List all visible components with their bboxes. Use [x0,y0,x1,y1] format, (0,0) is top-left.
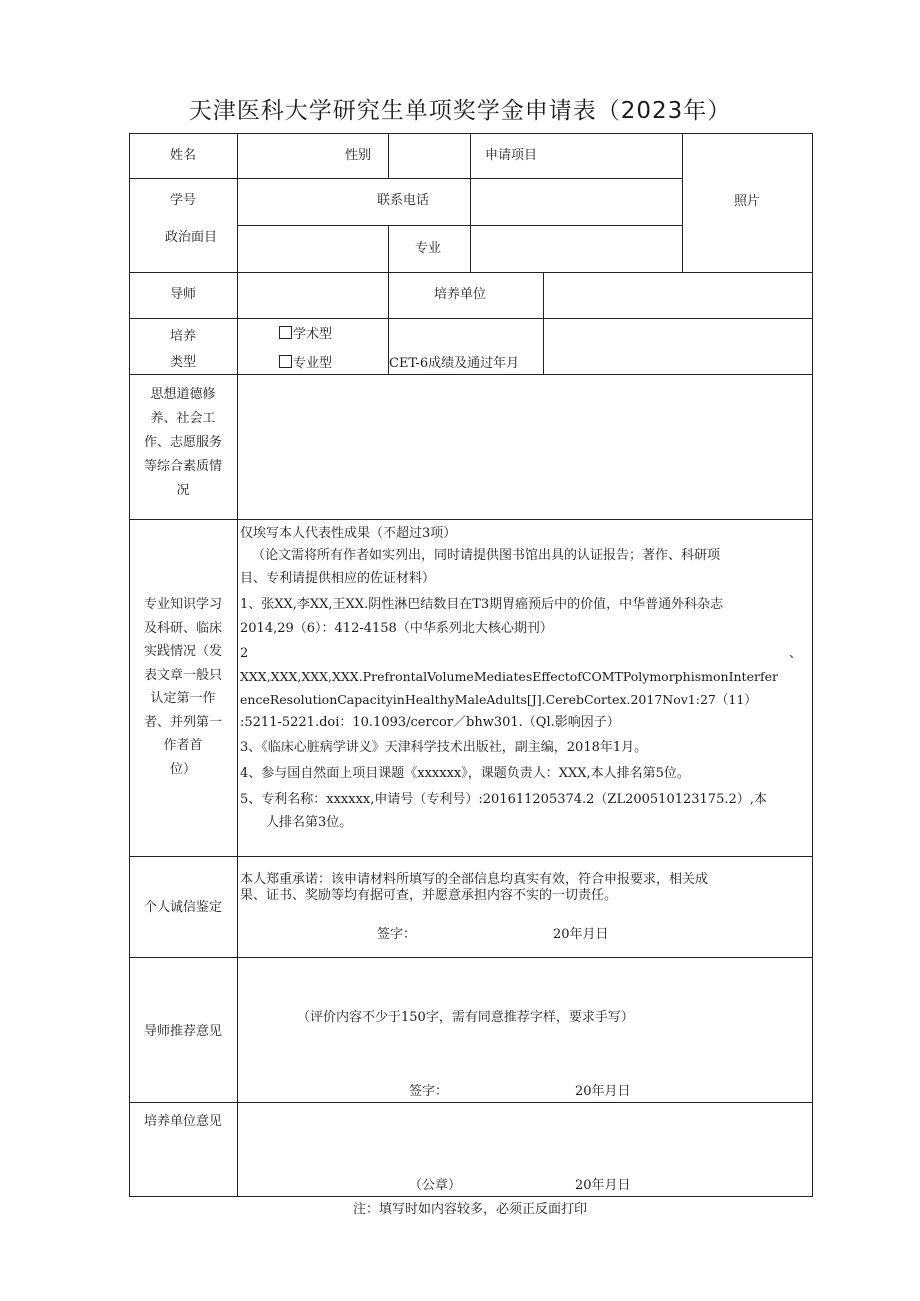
politics-label: 政治面目 [165,230,218,245]
achievement-2a: XXX,XXX,XXX,XXX.PrefrontalVolumeMediatesEffectofCOMTPolymorphismonInterfer [240,669,778,684]
advisor-sign: 签字： [409,1084,449,1099]
achievement-2-number: 2 [240,646,249,661]
training-type-label-1: 培养 [169,329,196,344]
project-label: 申请项目 [485,148,538,163]
achievement-2-dash: 、 [789,646,803,661]
application-form-table [129,133,813,1197]
footer-note: 注：填写时如内容较多，必须正反面打印 [352,1202,587,1217]
achievement-2c: :5211-5221.doi：10.1093/cercor／bhw301.（Ql.影响因子） [240,715,620,730]
checkbox-professional[interactable] [279,355,292,368]
academic-type-option[interactable]: 学术型 [279,324,332,346]
unit-date: 20年月日 [575,1178,631,1193]
moral-quality-label: 思想道德修 养、社会工 作、志愿服务 等综合素质情 况 [143,387,222,498]
student-id-label: 学号 [169,193,196,208]
cet6-label: CET-6成绩及通过年月 [389,356,520,371]
advisor-label: 导师 [169,287,196,302]
checkbox-academic[interactable] [279,326,292,339]
achievement-3: 3、《临床心脏病学讲义》天津科学技术出版社，副主编，2018年1月。 [240,740,648,755]
integrity-label: 个人诚信鉴定 [143,900,222,915]
major-label: 专业 [415,241,442,256]
integrity-text-2: 果、证书、奖励等均有据可查，并愿意承担内容不实的一切责任。 [240,888,618,903]
phone-label: 联系电话 [377,193,430,208]
advisor-opinion-label: 导师推荐意见 [143,1024,222,1039]
achievement-5b: 人排名第3位。 [266,815,353,830]
gender-label: 性别 [345,148,372,163]
advisor-date: 20年月日 [575,1084,631,1099]
research-practice-label: 专业知识学习 及科研、临床 实践情况（发 表文章一般只 认定第一作 者、并列第一 作者首 位） [143,597,222,777]
achievements-note-1: （论文需将所有作者如实列出，同时请提供图书馆出具的认证报告；著作、科研项 [252,548,721,563]
achievements-note-2: 目、专利请提供相应的佐证材料） [240,571,436,586]
form-title: 天津医科大学研究生单项奖学金申请表（2023年） [188,98,732,124]
photo-label: 照片 [733,194,760,209]
advisor-opinion-hint: （评价内容不少于150字，需有同意推荐字样，要求手写） [297,1010,634,1025]
integrity-date: 20年月日 [553,927,609,942]
achievement-1a: 1、张XX,李XX,王XX.阴性淋巴结数目在T3期胃癌预后中的价值，中华普通外科杂志 [240,597,724,612]
professional-type-option[interactable]: 专业型 [279,353,332,375]
achievement-1b: 2014,29（6）：412-4158（中华系列北大核心期刊） [240,621,553,636]
integrity-text-1: 本人郑重承诺：该申请材料所填写的全部信息均真实有效，符合申报要求，相关成 [240,872,709,887]
unit-opinion-label: 培养单位意见 [143,1114,222,1129]
training-type-label-2: 类型 [169,355,196,370]
integrity-sign: 签字： [377,927,417,942]
achievement-2b: enceResolutionCapacityinHealthyMaleAdults[J].CerebCortex.2017Nov1:27（11） [240,692,757,707]
training-unit-label: 培养单位 [434,287,487,302]
achievements-header: 仅埃写本人代表性成果（不超过3项） [240,526,457,541]
achievement-4: 4、参与国自然面上项目课题《xxxxxx》，课题负责人：XXX,本人排名第5位。 [240,766,690,781]
unit-seal: （公章） [409,1178,462,1193]
name-label: 姓名 [169,148,196,163]
achievement-5a: 5、专利名称：xxxxxx,申请号（专利号）:201611205374.2（ZL200510123175.2）,本 [240,792,767,807]
